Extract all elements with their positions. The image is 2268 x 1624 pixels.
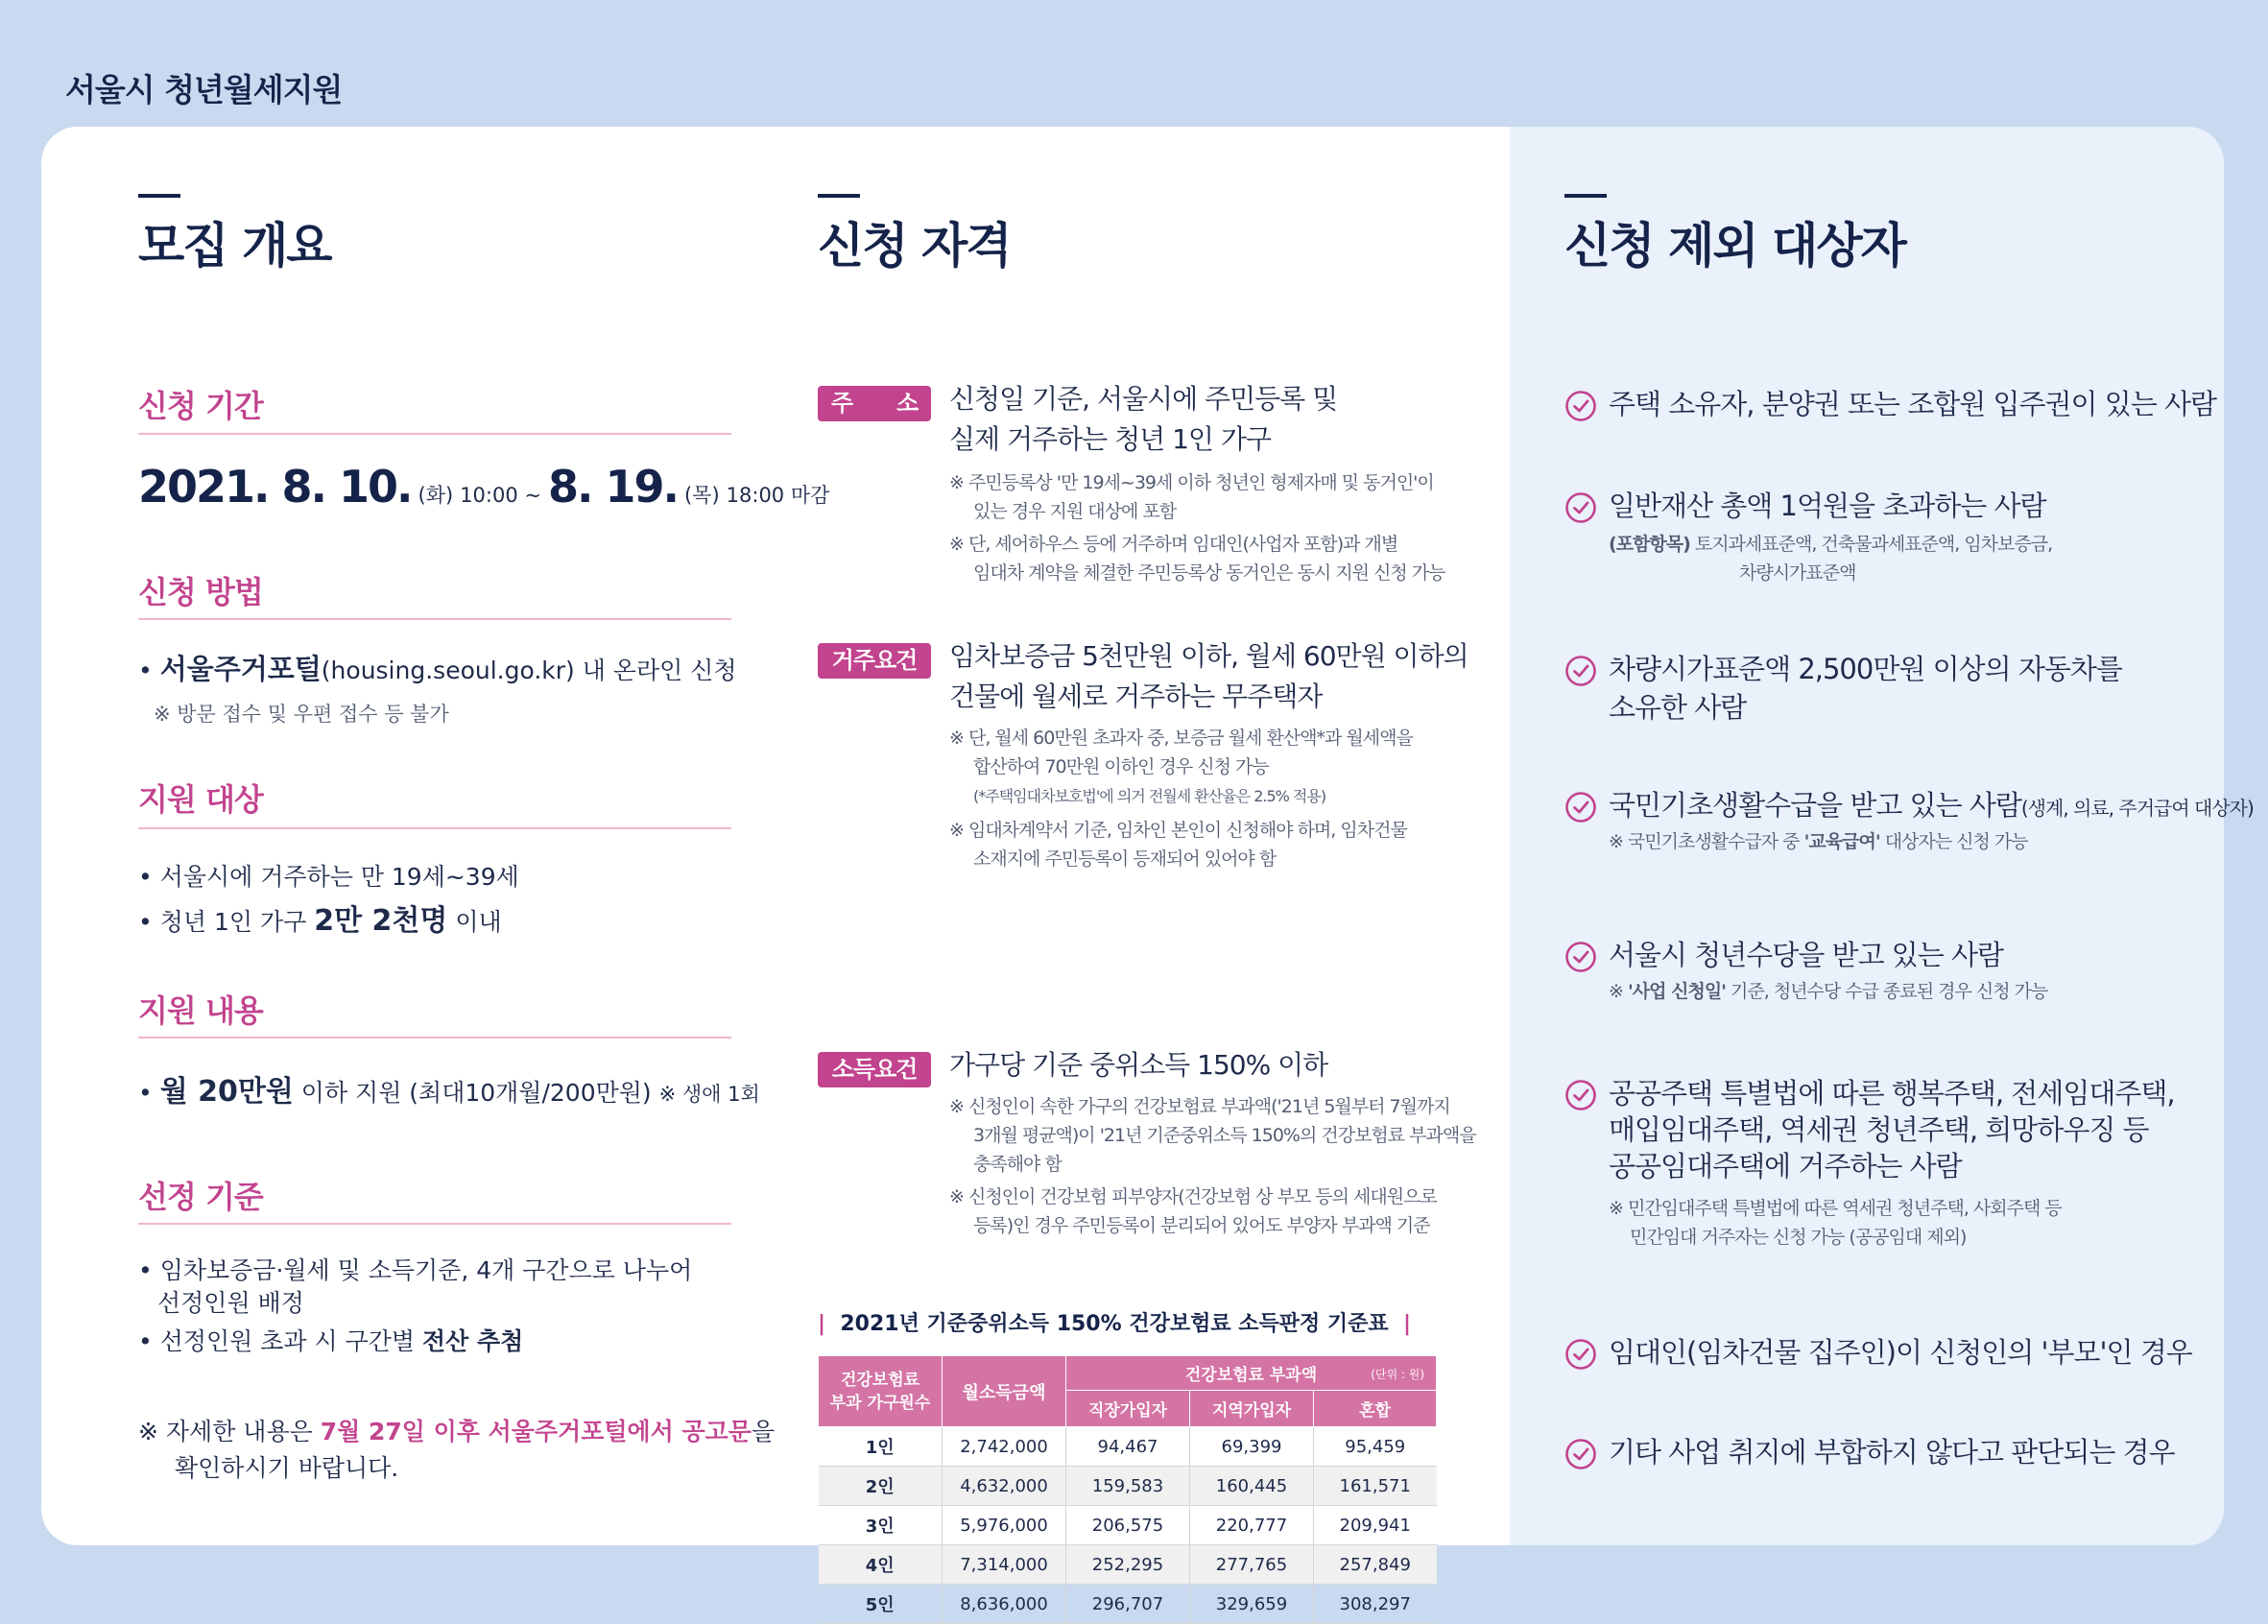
divider — [138, 433, 731, 435]
exclusion-note: 민간임대 거주자는 신청 가능 (공공임대 제외) — [1630, 1227, 1967, 1248]
table-row: 5인 8,636,000 296,707 329,659 308,297 — [819, 1585, 1437, 1624]
target-line2: • 청년 1인 가구 2만 2천명 이내 — [138, 904, 502, 938]
residence-note: ※ 임대차계약서 기준, 임차인 본인이 신청해야 하며, 임차건물 — [949, 820, 1407, 841]
th-work: 직장가입자 — [1066, 1391, 1190, 1427]
address-note: 있는 경우 지원 대상에 포함 — [973, 501, 1177, 522]
unit-label: (단위 : 원) — [1371, 1368, 1424, 1381]
residence-note: 합산하여 70만원 이하인 경우 신청 가능 — [973, 756, 1269, 777]
selection-line1a: • 임차보증금·월세 및 소득기준, 4개 구간으로 나누어 — [138, 1256, 693, 1284]
target-label: 지원 대상 — [138, 781, 263, 818]
exclusion-title: 임대인(임차건물 집주인)이 신청인의 '부모'인 경우 — [1609, 1336, 2192, 1369]
start-day: (화) — [418, 484, 454, 507]
page-title: 서울시 청년월세지원 — [65, 71, 343, 108]
th-household: 건강보험료 부과 가구원수 — [819, 1356, 943, 1427]
divider — [138, 618, 731, 620]
heading-dash — [818, 194, 860, 198]
heading-dash — [1564, 194, 1607, 198]
period-label: 신청 기간 — [138, 388, 263, 424]
th-region: 지역가입자 — [1190, 1391, 1314, 1427]
residence-note: (*주택임대차보호법'에 의거 전월세 환산율은 2.5% 적용) — [973, 787, 1326, 805]
exclusion-title: 차량시가표준액 2,500만원 이상의 자동차를 — [1609, 653, 2122, 685]
target-line1: • 서울시에 거주하는 만 19세~39세 — [138, 863, 519, 891]
check-circle-icon — [1564, 1438, 1597, 1470]
divider — [138, 827, 731, 829]
residence-note: ※ 단, 월세 60만원 초과자 중, 보증금 월세 환산액*과 월세액을 — [949, 728, 1413, 749]
footer-note-line2: 확인하시기 바랍니다. — [175, 1454, 399, 1482]
exclusion-title: 국민기초생활수급을 받고 있는 사람(생계, 의료, 주거급여 대상자) — [1609, 789, 2254, 822]
exclusion-note: 차량시가표준액 — [1739, 562, 1856, 584]
exclusion-title: 소유한 사람 — [1609, 691, 1747, 724]
residence-title2: 건물에 월세로 거주하는 무주택자 — [949, 681, 1323, 712]
check-circle-icon — [1564, 791, 1597, 824]
income-title1: 가구당 기준 중위소득 150% 이하 — [949, 1049, 1328, 1081]
table-row: 1인 2,742,000 94,467 69,399 95,459 — [819, 1427, 1437, 1467]
start-date: 2021. 8. 10. — [138, 461, 412, 513]
address-title1: 신청일 기준, 서울시에 주민등록 및 — [949, 383, 1338, 415]
exclusion-note: (포함항목) 토지과세표준액, 건축물과세표준액, 임차보증금, — [1609, 534, 2053, 555]
income-note: 충족해야 함 — [973, 1154, 1062, 1175]
end-time: 18:00 마감 — [726, 484, 830, 507]
income-note: 3개월 평균액)이 '21년 기준중위소득 150%의 건강보험료 부과액을 — [973, 1125, 1476, 1146]
divider — [138, 1223, 731, 1225]
address-note: 임대차 계약을 체결한 주민등록상 동거인은 동시 지원 신청 가능 — [973, 562, 1445, 584]
content-label: 지원 내용 — [138, 992, 263, 1029]
end-day: (목) — [683, 484, 720, 507]
divider — [138, 1037, 731, 1039]
residence-note: 소재지에 주민등록이 등재되어 있어야 함 — [973, 848, 1277, 870]
table-row: 4인 7,314,000 252,295 277,765 257,849 — [819, 1545, 1437, 1585]
portal-name: 서울주거포털 — [159, 653, 322, 685]
exclusion-note: ※ 민간임대주택 특별법에 따른 역세권 청년주택, 사회주택 등 — [1609, 1198, 2062, 1219]
method-line: • 서울주거포털(housing.seoul.go.kr) 내 온라인 신청 — [138, 653, 737, 685]
period-value — [138, 461, 829, 513]
selection-label: 선정 기준 — [138, 1179, 263, 1215]
income-note: ※ 신청인이 건강보험 피부양자(건강보험 상 부모 등의 세대원으로 — [949, 1186, 1437, 1207]
income-table — [818, 1355, 1437, 1624]
selection-line2: • 선정인원 초과 시 구간별 전산 추첨 — [138, 1327, 524, 1355]
exclusion-title: 기타 사업 취지에 부합하지 않다고 판단되는 경우 — [1609, 1436, 2175, 1469]
exclusion-title: 일반재산 총액 1억원을 초과하는 사람 — [1609, 490, 2046, 522]
exclusion-title: 주택 소유자, 분양권 또는 조합원 입주권이 있는 사람 — [1609, 388, 2217, 420]
overview-heading: 모집 개요 — [138, 218, 331, 274]
footer-note: ※ 자세한 내용은 7월 27일 이후 서울주거포털에서 공고문을 — [138, 1418, 776, 1445]
check-circle-icon — [1564, 941, 1597, 973]
qualification-heading: 신청 자격 — [818, 218, 1011, 274]
exclusion-note: ※ 국민기초생활수급자 중 '교육급여' 대상자는 신청 가능 — [1609, 831, 2028, 852]
exclusion-title: 공공임대주택에 거주하는 사람 — [1609, 1150, 1962, 1182]
table-row: 2인 4,632,000 159,583 160,445 161,571 — [819, 1467, 1437, 1506]
th-income: 월소득금액 — [943, 1356, 1066, 1427]
method-label: 신청 방법 — [138, 574, 263, 610]
address-note: ※ 단, 셰어하우스 등에 거주하며 임대인(사업자 포함)과 개별 — [949, 534, 1398, 555]
residence-tag: 거주요건 — [818, 643, 931, 679]
end-date: 8. 19. — [547, 461, 678, 513]
residence-title1: 임차보증금 5천만원 이하, 월세 60만원 이하의 — [949, 640, 1468, 672]
income-tag: 소득요건 — [818, 1052, 931, 1087]
exclusion-title: 공공주택 특별법에 따른 행복주택, 전세임대주택, — [1609, 1077, 2175, 1110]
check-circle-icon — [1564, 1338, 1597, 1371]
main-card — [41, 127, 2254, 1615]
th-mixed: 혼합 — [1314, 1391, 1437, 1427]
selection-line1b: 선정인원 배정 — [157, 1289, 304, 1317]
start-time: 10:00 ~ — [460, 484, 541, 507]
check-circle-icon — [1564, 655, 1597, 687]
heading-dash — [138, 194, 180, 198]
income-note: 등록)인 경우 주민등록이 분리되어 있어도 부양자 부과액 기준 — [973, 1215, 1430, 1236]
address-note: ※ 주민등록상 '만 19세~39세 이하 청년인 형제자매 및 동거인'이 — [949, 472, 1434, 493]
th-group: 건강보험료 부과액 (단위 : 원) — [1066, 1356, 1437, 1391]
method-note: ※ 방문 접수 및 우편 접수 등 불가 — [154, 703, 449, 726]
check-circle-icon — [1564, 1079, 1597, 1111]
exclusion-title: 서울시 청년수당을 받고 있는 사람 — [1609, 939, 2004, 971]
exclusion-title: 매입임대주택, 역세권 청년주택, 희망하우징 등 — [1609, 1113, 2149, 1146]
check-circle-icon — [1564, 491, 1597, 524]
table-title: | 2021년 기준중위소득 150% 건강보험료 소득판정 기준표 | — [818, 1312, 1412, 1336]
content-line: • 월 20만원 이하 지원 (최대10개월/200만원) ※ 생애 1회 — [138, 1075, 760, 1109]
income-note: ※ 신청인이 속한 가구의 건강보험료 부과액('21년 5월부터 7월까지 — [949, 1096, 1450, 1117]
address-title2: 실제 거주하는 청년 1인 가구 — [949, 423, 1271, 455]
table-row: 3인 5,976,000 206,575 220,777 209,941 — [819, 1506, 1437, 1545]
address-tag: 주 소 — [818, 386, 931, 421]
check-circle-icon — [1564, 390, 1597, 422]
portal-rest: (housing.seoul.go.kr) 내 온라인 신청 — [321, 657, 737, 684]
exclusion-note: ※ '사업 신청일' 기준, 청년수당 수급 종료된 경우 신청 가능 — [1609, 981, 2048, 1002]
exclusion-heading: 신청 제외 대상자 — [1564, 218, 1905, 274]
